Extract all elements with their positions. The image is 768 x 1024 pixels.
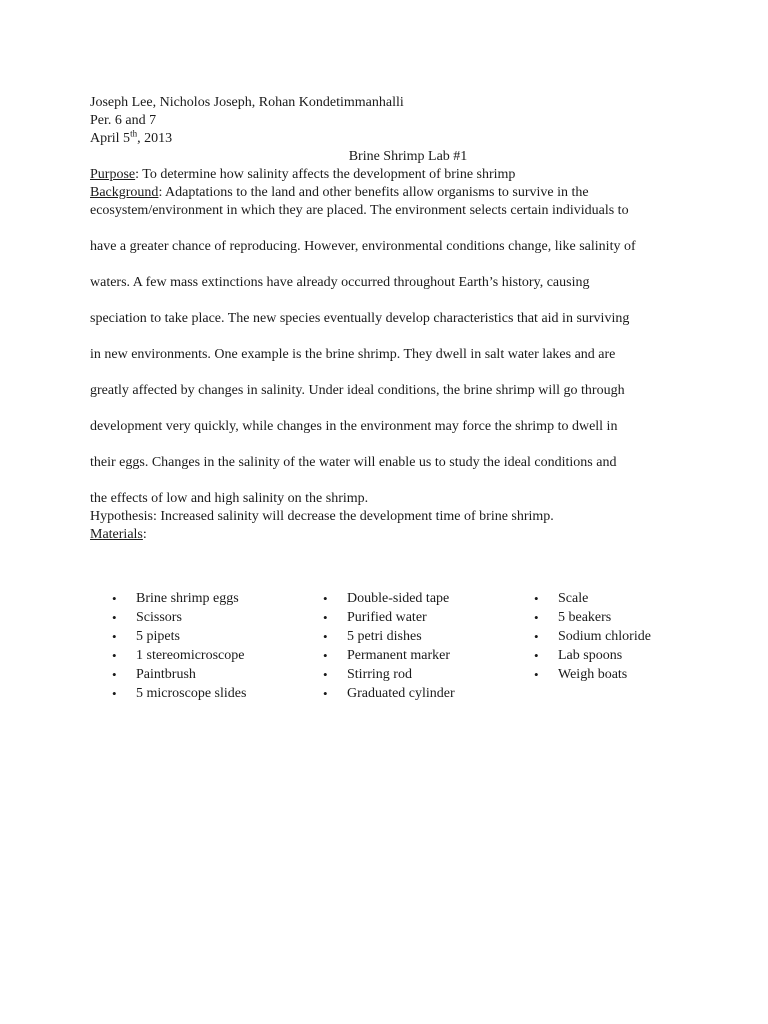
- list-item: • Brine shrimp eggs: [112, 591, 239, 606]
- bullet-icon: •: [534, 648, 539, 663]
- date-prefix: April 5: [90, 131, 131, 146]
- background-line: development very quickly, while changes in the environment may force the shrimp to dwell in: [90, 419, 618, 434]
- bullet-icon: •: [323, 610, 328, 625]
- bullet-icon: •: [323, 667, 328, 682]
- background-line: waters. A few mass extinctions have already occurred throughout Earth’s history, causing: [90, 275, 590, 290]
- materials-column-1: [112, 589, 246, 703]
- hypothesis: Hypothesis: Increased salinity will decrease the development time of brine shrimp.: [90, 509, 554, 524]
- background-label: Background: [90, 185, 159, 200]
- background-line: have a greater chance of reproducing. However, environmental conditions change, like salinity of: [90, 239, 636, 254]
- background-paragraph: [90, 193, 690, 508]
- bullet-icon: •: [112, 648, 117, 663]
- list-item: • 1 stereomicroscope: [112, 648, 245, 663]
- bullet-icon: •: [323, 629, 328, 644]
- list-item: • Purified water: [323, 610, 427, 625]
- bullet-icon: •: [323, 686, 328, 701]
- date-sup: th: [130, 128, 138, 139]
- background-line: ecosystem/environment in which they are placed. The environment selects certain individuals to: [90, 203, 629, 218]
- list-item: • Lab spoons: [534, 648, 623, 663]
- list-item: • Paintbrush: [112, 667, 196, 682]
- background-line: their eggs. Changes in the salinity of the water will enable us to study the ideal conditions and: [90, 455, 617, 470]
- bullet-icon: •: [534, 629, 539, 644]
- purpose-label: Purpose: [90, 167, 136, 182]
- date-suffix: , 2013: [137, 131, 173, 146]
- list-item: • 5 microscope slides: [112, 686, 247, 701]
- list-item: • 5 pipets: [112, 629, 180, 644]
- document-title: Brine Shrimp Lab #1: [348, 149, 468, 164]
- background-text-0: : Adaptations to the land and other benefits allow organisms to survive in the: [158, 185, 589, 200]
- period: Per. 6 and 7: [90, 113, 157, 128]
- list-item: • Weigh boats: [534, 667, 628, 682]
- list-item: • 5 petri dishes: [323, 629, 422, 644]
- bullet-icon: •: [534, 667, 539, 682]
- list-item: • Scale: [534, 591, 589, 606]
- bullet-icon: •: [534, 591, 539, 606]
- list-item: • Stirring rod: [323, 667, 412, 682]
- background-line: in new environments. One example is the brine shrimp. They dwell in salt water lakes and are: [90, 347, 616, 362]
- list-item: • 5 beakers: [534, 610, 612, 625]
- bullet-icon: •: [323, 648, 328, 663]
- list-item: • Graduated cylinder: [323, 686, 455, 701]
- bullet-icon: •: [112, 610, 117, 625]
- authors: Joseph Lee, Nicholos Joseph, Rohan Kondetimmanhalli: [90, 95, 404, 110]
- purpose: [90, 166, 690, 184]
- background-line: speciation to take place. The new species eventually develop characteristics that aid in surviving: [90, 311, 630, 326]
- list-item: • Double-sided tape: [323, 591, 450, 606]
- purpose-text: : To determine how salinity affects the development of brine shrimp: [135, 167, 516, 182]
- materials-column-3: [534, 589, 651, 684]
- materials-column-2: [323, 589, 455, 703]
- list-item: • Scissors: [112, 610, 182, 625]
- materials-heading: [90, 526, 690, 544]
- background-line: the effects of low and high salinity on the shrimp.: [90, 491, 369, 506]
- background-line: greatly affected by changes in salinity. Under ideal conditions, the brine shrimp will go through: [90, 383, 625, 398]
- bullet-icon: •: [112, 629, 117, 644]
- materials-colon: :: [142, 527, 147, 542]
- list-item: • Permanent marker: [323, 648, 451, 663]
- date: [90, 130, 690, 148]
- bullet-icon: •: [534, 610, 539, 625]
- bullet-icon: •: [323, 591, 328, 606]
- bullet-icon: •: [112, 591, 117, 606]
- bullet-icon: •: [112, 667, 117, 682]
- materials-label: Materials: [90, 527, 143, 542]
- list-item: • Sodium chloride: [534, 629, 651, 644]
- bullet-icon: •: [112, 686, 117, 701]
- document-page: [90, 94, 690, 544]
